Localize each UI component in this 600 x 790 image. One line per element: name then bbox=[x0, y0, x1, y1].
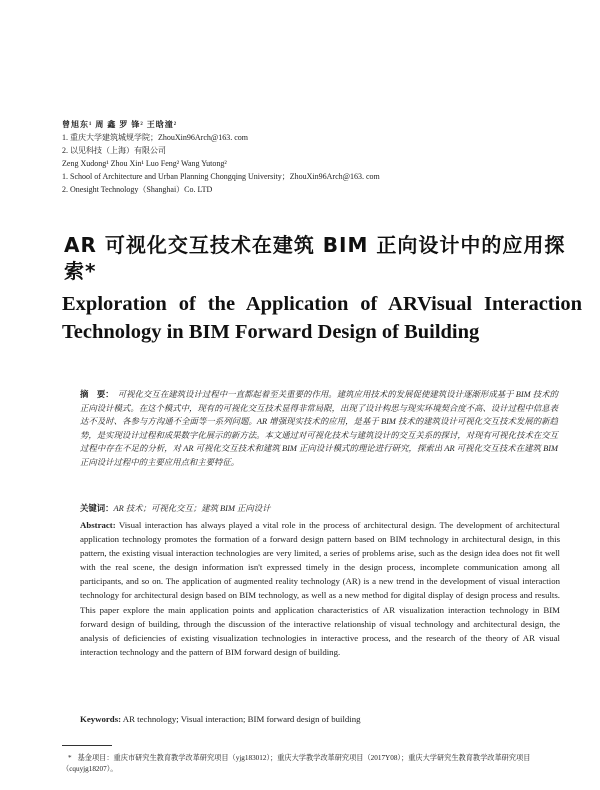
keywords-cn-text: AR 技术；可视化交互；建筑 BIM 正向设计 bbox=[113, 504, 271, 513]
abstract-chinese bbox=[80, 388, 558, 470]
title-english: Exploration of the Application of ARVisual Interaction Technology in BIM Forward Design of Building bbox=[62, 293, 582, 343]
footnote bbox=[62, 753, 562, 775]
author-names-en: Zeng Xudong¹ Zhou Xin¹ Luo Feng² Wang Yutong² bbox=[62, 159, 227, 168]
affiliation-cn-2: 2. 以见科技（上海）有限公司 bbox=[62, 146, 166, 155]
keywords-chinese bbox=[80, 502, 558, 515]
footnote-divider bbox=[62, 745, 112, 746]
keywords-english bbox=[80, 713, 560, 726]
title-chinese: AR 可视化交互技术在建筑 BIM 正向设计中的应用探索* bbox=[64, 233, 566, 283]
author-names-cn: 曾旭东¹ 周 鑫 罗 锋² 王晗潼² bbox=[62, 120, 178, 129]
keywords-cn-label: 关键词： bbox=[80, 504, 114, 513]
keywords-en-text: AR technology; Visual interaction; BIM forward design of building bbox=[122, 714, 361, 724]
footnote-mark: * bbox=[68, 754, 72, 762]
abstract-en-text: Visual interaction has always played a vital role in the process of architectural design. The development of architectural application technology promotes the formation of a forward design pattern based on BIM technology in architectural design, in this pattern, the existing visual interaction technologies are very limited, a series of problems arise, such as the design idea does not fit well with the real scene, the design information isn't expressed timely in the design process, incomplete communication among all participants, and so on. The application of augmented reality technology (AR) is a new trend in the development of visual interaction technology for architectural design based on BIM technology, as well as a new method for digital display of design process and results. This paper explore the main application points and application characteristics of AR visualization interaction technology in BIM forward design of building, through the discussion of the interactive relationship of visual technology and architectural design, the analysis of deficiencies of existing visualization technologies in interactive process, and the research of the theory of AR visual interaction technology and the pattern of BIM forward design of building. bbox=[80, 520, 560, 657]
abstract-cn-text: 可视化交互在建筑设计过程中一直都起着至关重要的作用。建筑应用技术的发展促使建筑设计逐渐形成基于 BIM 技术的正向设计模式。在这个模式中，现有的可视化交互技术显得非常局限，出现了设计构思与现实环境契合度不高、设计过程中信息表达不及时、各参与方沟通不全面等一系列问题。AR 增强现实技术的应用，是基于 BIM 技术的建筑设计可视化交互技术发展的新趋势，是实现设计过程和成果数字化展示的新方法。本文通过对可视化技术与建筑设计的交互关系的探讨，对现有可视化技术在交互过程中存在不足的分析，对 AR 可视化交互技术和建筑 BIM 正向设计模式的理论进行研究，探索出 AR 可视化交互技术在建筑 BIM 正向设计过程中的主要应用点和主要特征。 bbox=[80, 390, 558, 467]
footnote-text: 基金项目：重庆市研究生教育教学改革研究项目（yjg183012）；重庆大学教学改革研究项目（2017Y08）；重庆大学研究生教育教学改革研究项目（cquyjg18207）。 bbox=[62, 754, 531, 773]
author-block bbox=[62, 118, 582, 196]
abstract-cn-label: 摘 要： bbox=[80, 390, 114, 399]
abstract-en-label: Abstract: bbox=[80, 520, 116, 530]
affiliation-en-2: 2. Onesight Technology（Shanghai）Co. LTD bbox=[62, 185, 213, 194]
affiliation-en-1: 1. School of Architecture and Urban Planning Chongqing University；ZhouXin96Arch@163. com bbox=[62, 172, 380, 181]
affiliation-cn-1: 1. 重庆大学建筑城规学院；ZhouXin96Arch@163. com bbox=[62, 133, 249, 142]
abstract-english bbox=[80, 518, 560, 659]
keywords-en-label: Keywords: bbox=[80, 714, 122, 724]
